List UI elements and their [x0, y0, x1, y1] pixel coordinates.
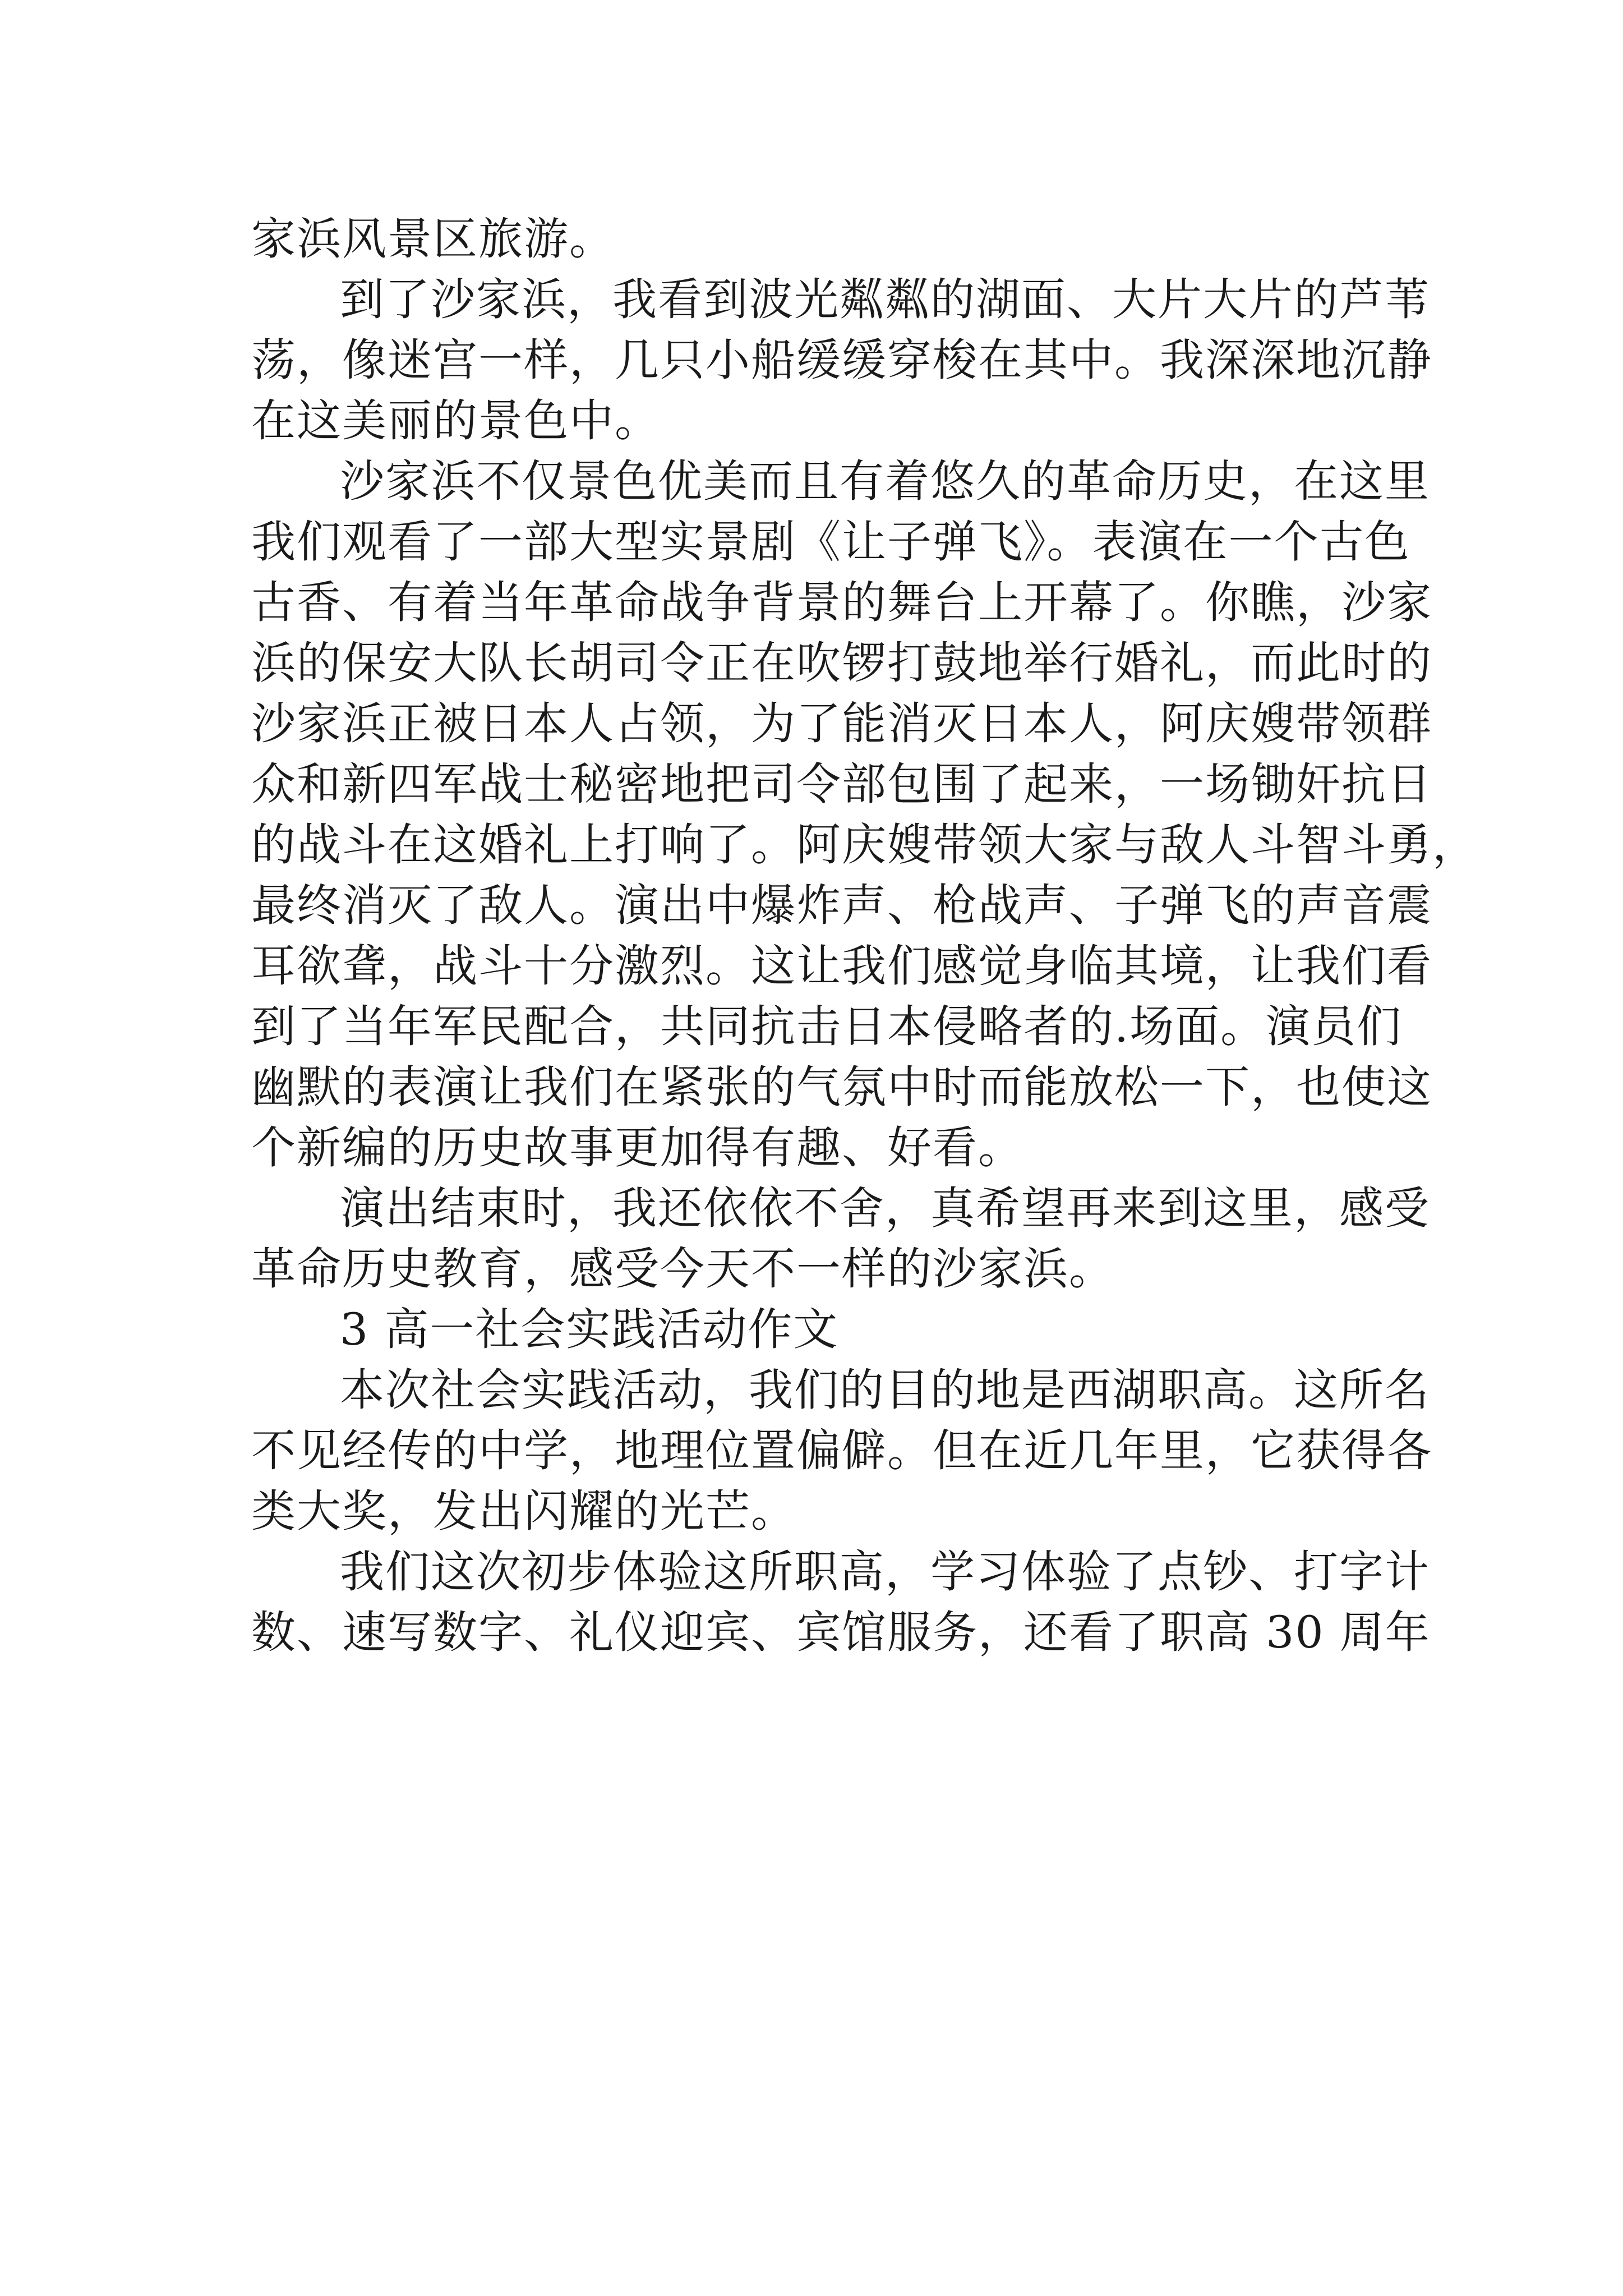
paragraph	[251, 1360, 1432, 1542]
paragraph	[251, 1178, 1430, 1299]
text-line: 到了当年军民配合，共同抗击日本侵略者的.场面。演员们	[251, 1001, 1403, 1052]
text-line: 到了沙家浜，我看到波光粼粼的湖面、大片大片的芦苇	[340, 274, 1430, 325]
text-line: 最终消灭了敌人。演出中爆炸声、枪战声、子弹飞的声音震	[251, 880, 1432, 931]
text-line: 类大奖，发出闪耀的光芒。	[251, 1485, 796, 1537]
document-body	[251, 209, 1478, 1663]
heading-line: 3 高一社会实践活动作文	[340, 1304, 839, 1355]
text-line: 沙家浜正被日本人占领，为了能消灭日本人，阿庆嫂带领群	[251, 698, 1432, 749]
text-line: 众和新四军战士秘密地把司令部包围了起来，一场锄奸抗日	[251, 758, 1432, 810]
text-line: 的战斗在这婚礼上打响了。阿庆嫂带领大家与敌人斗智斗勇，	[251, 819, 1478, 871]
text-line: 演出结束时，我还依依不舍，真希望再来到这里，感受	[340, 1182, 1430, 1234]
text-line: 本次社会实践活动，我们的目的地是西湖职高。这所名	[340, 1364, 1430, 1416]
text-line: 沙家浜不仅景色优美而且有着悠久的革命历史，在这里	[340, 455, 1430, 507]
paragraph	[251, 451, 1478, 1178]
text-line: 浜的保安大队长胡司令正在吹锣打鼓地举行婚礼，而此时的	[251, 637, 1432, 689]
paragraph	[251, 1542, 1431, 1663]
text-line: 古香、有着当年革命战争背景的舞台上开幕了。你瞧，沙家	[251, 577, 1432, 628]
section-heading	[251, 1299, 1390, 1360]
text-line: 个新编的历史故事更加得有趣、好看。	[251, 1122, 1023, 1174]
text-line: 幽默的表演让我们在紧张的气氛中时而能放松一下，也使这	[251, 1061, 1432, 1113]
paragraph	[251, 269, 1432, 451]
paragraph	[251, 209, 1390, 269]
text-line: 革命历史教育，感受今天不一样的沙家浜。	[251, 1243, 1114, 1295]
text-line: 家浜风景区旅游。	[251, 213, 615, 265]
text-line: 我们观看了一部大型实景剧《让子弹飞》。表演在一个古色	[251, 516, 1410, 568]
text-line: 我们这次初步体验这所职高，学习体验了点钞、打字计	[340, 1546, 1430, 1598]
text-line: 耳欲聋，战斗十分激烈。这让我们感觉身临其境，让我们看	[251, 940, 1432, 992]
text-line: 数、速写数字、礼仪迎宾、宾馆服务，还看了职高 30 周年	[251, 1607, 1431, 1658]
text-line: 在这美丽的景色中。	[251, 395, 660, 447]
text-line: 荡，像迷宫一样，几只小船缓缓穿梭在其中。我深深地沉静	[251, 334, 1432, 386]
text-line: 不见经传的中学，地理位置偏僻。但在近几年里，它获得各	[251, 1425, 1432, 1476]
